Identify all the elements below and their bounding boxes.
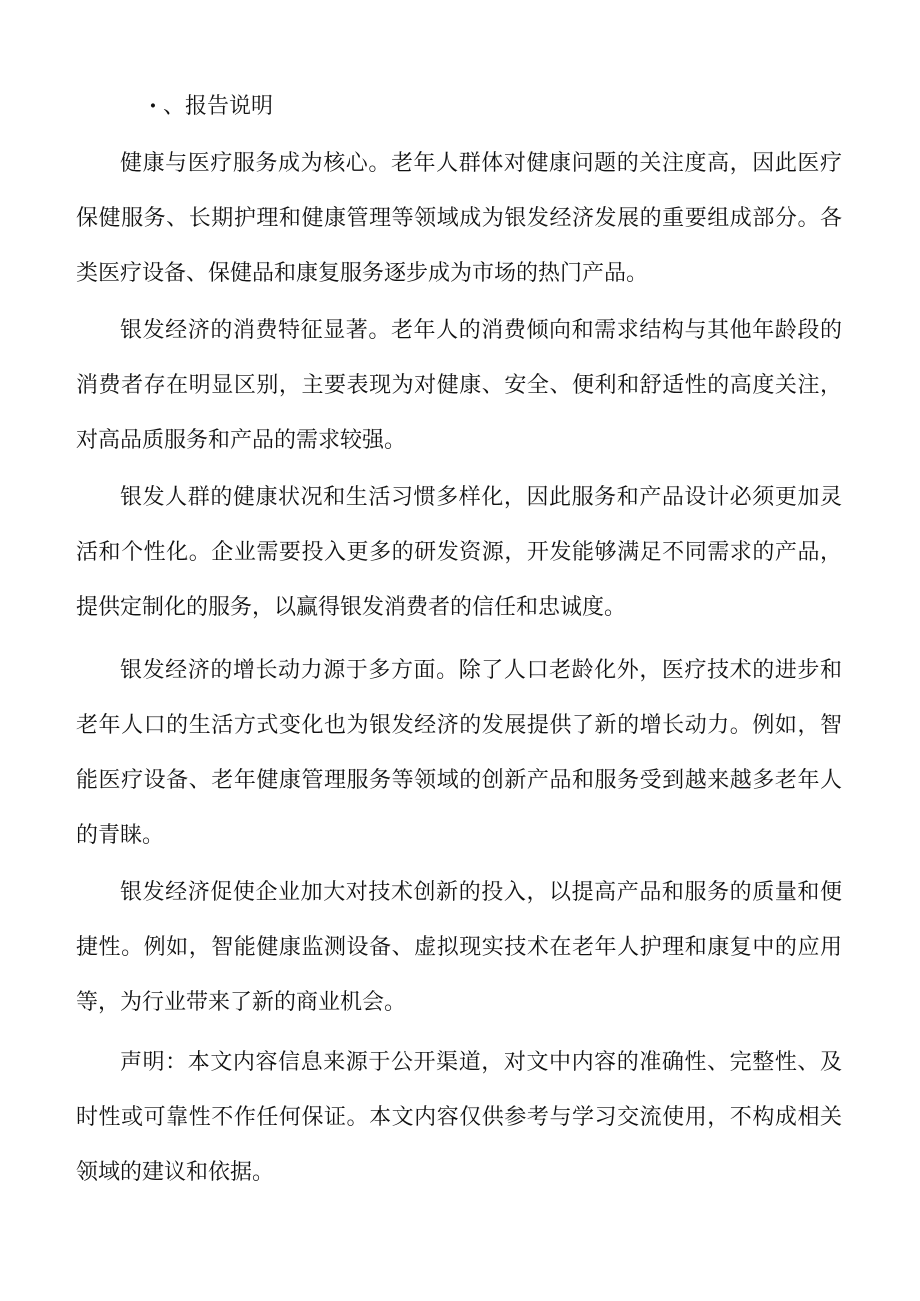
heading-text: 、报告说明 (163, 94, 274, 119)
paragraph-consumption: 银发经济的消费特征显著。老年人的消费倾向和需求结构与其他年龄段的消费者存在明显区别，主要表现为对健康、安全、便利和舒适性的高度关注，对高品质服务和产品的需求较强。 (76, 318, 842, 453)
paragraph-disclaimer: 声明：本文内容信息来源于公开渠道，对文中内容的准确性、完整性、及时性或可靠性不作任何保证。本文内容仅供参考与学习交流使用，不构成相关领域的建议和依据。 (76, 1050, 842, 1185)
paragraph-growth-drivers: 银发经济的增长动力源于多方面。除了人口老龄化外，医疗技术的进步和老年人口的生活方式变化也为银发经济的发展提供了新的增长动力。例如，智能医疗设备、老年健康管理服务等领域的创新产品和服务受到越来越多老年人的青睐。 (76, 658, 842, 848)
heading-bullet: · (149, 93, 157, 119)
paragraph-innovation: 银发经济促使企业加大对技术创新的投入，以提高产品和服务的质量和便捷性。例如，智能健康监测设备、虚拟现实技术在老年人护理和康复中的应用等，为行业带来了新的商业机会。 (76, 880, 842, 1015)
paragraph-healthcare: 健康与医疗服务成为核心。老年人群体对健康问题的关注度高，因此医疗保健服务、长期护理和健康管理等领域成为银发经济发展的重要组成部分。各类医疗设备、保健品和康复服务逐步成为市场的热门产品。 (76, 151, 842, 286)
paragraph-personalization: 银发人群的健康状况和生活习惯多样化，因此服务和产品设计必须更加灵活和个性化。企业需要投入更多的研发资源，开发能够满足不同需求的产品，提供定制化的服务，以赢得银发消费者的信任和忠诚度。 (76, 485, 842, 620)
section-heading (143, 90, 273, 123)
